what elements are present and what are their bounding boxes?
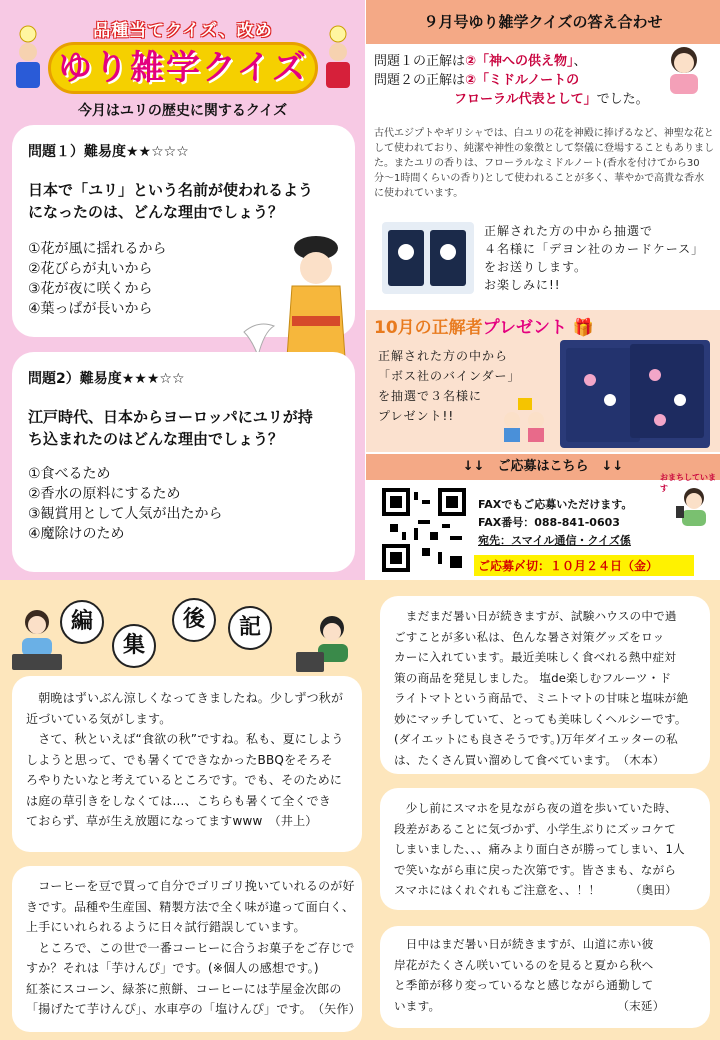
answer-2-suffix: でした。 xyxy=(596,92,649,107)
october-prize-line-3: を抽選で３名様に xyxy=(378,389,483,403)
man-at-computer-illustration xyxy=(292,612,356,676)
editorial-note-5-text xyxy=(394,934,704,1016)
note-3-line: は、たくさん買い溜めして食べています。 （木本） xyxy=(394,752,665,767)
note-3-line: まだまだ暑い日が続きますが、試験ハウスの中で過 xyxy=(394,609,677,623)
note-4-line: 少し前にスマホを見ながら夜の道を歩いていた時、 xyxy=(394,801,677,815)
editorial-note-2-text xyxy=(26,876,361,1020)
quiz-banner xyxy=(8,6,358,98)
september-prize-line-3: をお送りします。 xyxy=(484,260,588,274)
note-3-line: ごすことが多い私は、色んな暑さ対策グッズをロッ xyxy=(394,629,665,644)
banner-title: ゆり雑学クイズ xyxy=(48,42,318,94)
question-1-option-4: ④葉っぱが長いから xyxy=(28,301,153,317)
note-1-line: さて、秋といえば“食欲の秋”ですね。私も、夏にしよう xyxy=(26,732,344,746)
answer-1-suffix: 、 xyxy=(573,54,587,69)
editorial-note-4-text xyxy=(394,798,704,901)
september-prize-text xyxy=(484,222,716,294)
fax-number: FAX番号：088-841-0603 xyxy=(478,516,620,529)
question-1-option-2: ②花びらが丸いから xyxy=(28,261,153,277)
september-prize-line-2: ４名様に「デヨン社のカードケース」 xyxy=(484,242,705,256)
october-prize-title xyxy=(374,313,594,338)
note-4-line: しまいました、、、痛みより面白さが勝ってしまい、1人 xyxy=(394,842,685,856)
october-prize-line-2: 「ボス社のバインダー」 xyxy=(378,369,521,383)
note-1-line: は庭の草引きをしなくては…、こちらも暑くて全くでき xyxy=(26,793,332,808)
apply-text xyxy=(478,496,718,550)
note-2-line: ところで、この世で一番コーヒーに合うお菓子をご存じで xyxy=(26,940,355,955)
answer-1-value: ②「神への供え物」 xyxy=(465,54,574,69)
note-2-line: 「揚げたて芋けんぴ」、水車亭の「塩けんぴ」です。 （矢作） xyxy=(26,1002,361,1016)
october-prize-line-4: プレゼント!! xyxy=(378,409,455,423)
note-1-line: しようと思って、でも暑くてできなかったBBQをそろそ xyxy=(26,752,333,767)
note-5-line: 岸花がたくさん咲いているのを見ると夏から秋へ xyxy=(394,957,654,972)
answers-title: ９月号ゆり雑学クイズの答え合わせ xyxy=(366,0,720,44)
editorial-note-5 xyxy=(380,926,710,1028)
apply-banner: ↓↓ ご応募はこちら ↓↓ xyxy=(366,454,720,480)
fax-note: FAXでもご応募いただけます。 xyxy=(478,498,633,511)
editorial-note-1 xyxy=(12,676,362,852)
gift-icon: 🎁 xyxy=(572,318,595,338)
answer-2-value-part-2: フローラル代表として」 xyxy=(454,92,597,107)
question-1-option-1: ①花が風に揺れるから xyxy=(28,241,167,257)
quiz-subtitle: 今月はユリの歴史に関するクイズ xyxy=(77,103,288,119)
note-3-line: 策の商品を発見しました。 塩de楽しむフルーツ・ド xyxy=(394,670,672,685)
editorial-note-4 xyxy=(380,788,710,910)
editorial-char-2: 集 xyxy=(112,624,156,668)
answer-explanation: 古代エジプトやギリシャでは、白ユリの花を神殿に捧げるなど、神聖な花として使われており、純潔や神性の象徴として祭儀に登場することもありました。またユリの香りは、フローラルなミドルノート(香水を付けてから30分〜1時間くらいの香り)として使われることが多く、華やかで高貴な香水に使われています。 xyxy=(374,128,714,199)
note-3-line: (ダイエットにも良さそうです。)万年ダイエッターの私 xyxy=(394,732,678,746)
question-2-option-4: ④魔除けのため xyxy=(28,526,125,542)
editorial-char-1: 編 xyxy=(60,600,104,644)
october-prize-title-b: プレゼント xyxy=(482,318,567,338)
september-prize-line-1: 正解された方の中から抽選で xyxy=(484,224,654,238)
question-2-option-3: ③観賞用として人気が出たから xyxy=(28,506,223,522)
card-case-prize-photo xyxy=(382,222,474,294)
answer-2-value-part-1: ②「ミドルノートの xyxy=(465,73,580,88)
binder-prize-photo xyxy=(560,340,710,448)
answer-2-label: 問題２の正解は xyxy=(374,73,466,88)
editorial-note-2 xyxy=(12,866,362,1032)
note-1-line: 近づいている気がします。 xyxy=(26,711,172,726)
note-3-line: カーに入れています。最近美味しく食べれる熱中症対 xyxy=(394,650,677,664)
quiz-host-left-illustration xyxy=(10,24,46,94)
editorial-note-3-text xyxy=(394,606,704,770)
editorial-note-1-text xyxy=(26,688,356,832)
woman-at-computer-illustration xyxy=(8,608,66,674)
quiz-host-right-illustration xyxy=(320,24,356,94)
note-3-line: 妙にマッチしていて、とっても美味しくヘルシーです。 xyxy=(394,711,687,726)
note-5-line: 日中はまだ暑い日が続きますが、山道に赤い彼 xyxy=(394,937,654,951)
note-5-line: います。 （末延） xyxy=(394,998,665,1013)
banner-subtitle: 品種当てクイズ、改め xyxy=(93,21,273,41)
note-2-line: 紅茶にスコーン、緑茶に煎餅、コーヒーには芋屋金次郎の xyxy=(26,981,342,996)
october-prize-title-a: 10月の正解者 xyxy=(374,318,483,338)
question-2-header: 問題2）難易度★★★☆☆ xyxy=(28,371,185,387)
question-2-text-line-1: 江戸時代、日本からヨーロッパにユリが持 xyxy=(28,408,313,426)
question-1-text-line-2: になったのは、どんな理由でしょう？ xyxy=(28,203,284,221)
fax-address: 宛先：スマイル通信・クイズ係 xyxy=(478,534,631,547)
note-4-line: 段差があることに気づかず、小学生ぶりにズッコケて xyxy=(394,821,677,836)
qr-code[interactable] xyxy=(382,488,466,572)
note-4-line: で笑いながら車に戻った次第です。皆さまも、ながら xyxy=(394,862,677,877)
presenter-woman-illustration xyxy=(656,40,712,96)
october-prize-line-1: 正解された方の中から xyxy=(378,349,509,363)
editorial-note-3 xyxy=(380,596,710,774)
question-1-text-line-1: 日本で「ユリ」という名前が使われるよう xyxy=(28,181,314,199)
note-2-line: すか？それは「芋けんぴ」です。(※個人の感想です。) xyxy=(26,961,319,975)
note-2-line: きです。品種や生産国、精製方法で全く味が違って面白く、 xyxy=(26,899,355,914)
question-2-text-line-2: ち込まれたのはどんな理由でしょう？ xyxy=(28,430,284,448)
answer-1-label: 問題１の正解は xyxy=(374,54,466,69)
september-prize-line-4: お楽しみに!! xyxy=(484,278,561,292)
note-5-line: と季節が移り変っているなと感じながら通勤して xyxy=(394,978,654,992)
deadline-badge: ご応募〆切：１０月２４日（金） xyxy=(474,555,694,576)
note-1-line: ておらず、草が生え放題になってますwww （井上） xyxy=(26,814,318,828)
note-2-line: コーヒーを豆で買って自分でゴリゴリ挽いていれるのが好 xyxy=(26,879,355,893)
question-1-header: 問題１）難易度★★☆☆☆ xyxy=(28,144,189,160)
note-3-line: ライトマトという商品で、ミニトマトの甘味と塩味が絶 xyxy=(394,691,689,705)
question-2-option-2: ②香水の原料にするため xyxy=(28,486,181,502)
waiting-tag: おまちしています xyxy=(660,473,716,493)
note-4-line: スマホにはくれぐれもご注意を、、！！ （奥田） xyxy=(394,883,678,897)
note-1-line: ろやりたいなと考えているところです。でも、そのために xyxy=(26,773,343,787)
question-1-option-3: ③花が夜に咲くから xyxy=(28,281,153,297)
editorial-char-4: 記 xyxy=(228,606,272,650)
editorial-char-3: 後 xyxy=(172,598,216,642)
question-2-option-1: ①食べるため xyxy=(28,466,111,482)
note-1-line: 朝晩はずいぶん涼しくなってきましたね。少しずつ秋が xyxy=(26,691,344,705)
children-with-gift-illustration xyxy=(498,392,550,444)
note-2-line: 上手にいれられるように日々試行錯誤しています。 xyxy=(26,920,306,934)
question-2-card xyxy=(12,352,355,572)
